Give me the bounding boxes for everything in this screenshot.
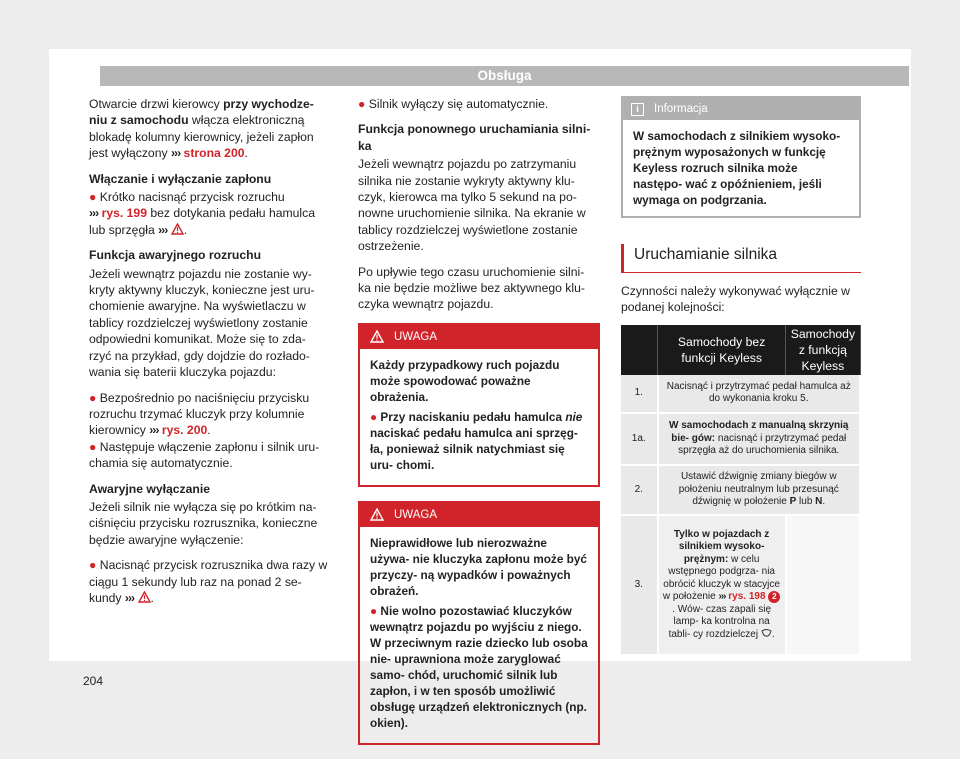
info-box: [621, 96, 861, 218]
bullet-icon: ●: [358, 97, 366, 111]
link-fig-199[interactable]: rys. 199: [98, 206, 147, 221]
steps-table: [621, 325, 861, 656]
warning-triangle-icon: [370, 330, 384, 343]
bullet-icon: ●: [370, 409, 378, 424]
section-intro: Czynności należy wykonywać wyłącznie w podanej kolejności:: [621, 284, 850, 315]
info-header: i Informacja: [623, 98, 859, 120]
table-row: 2. Ustawić dźwignię zmiany biegów w położeniu neutralnym lub przesunąć dźwignię w położenie P lub N.: [621, 465, 860, 515]
info-body: W samochodach z silnikiem wysoko- prężnym wyposażonych w funkcję Keyless rozruch silnika może następo- wać z opóźnieniem, jeśli wymaga on podgrzania.: [633, 129, 841, 207]
paragraph-restart-2: Po upływie tego czasu uruchomienie silni- ka nie będzie możliwe bez aktywnego klu- czyka wewnątrz pojazdu.: [358, 264, 585, 312]
bullet-icon: ●: [89, 190, 97, 205]
heading-emergency-start: Funkcja awaryjnego rozruchu: [89, 248, 262, 263]
heading-restart: Funkcja ponownego uruchamiania silni- ka: [358, 122, 591, 153]
paragraph-restart: Jeżeli wewnątrz pojazdu po zatrzymaniu silnika nie zostanie wykryty aktywny klu- czyk, kierowca ma tylko 5 sekund na po- nowne uruchomienie silnika. Na ekranie w tablicy rozdzielczej wyświetlone zostanie ostrzeżenie.: [358, 157, 586, 254]
link-fig-200[interactable]: rys. 200: [158, 423, 208, 438]
column-3: [621, 96, 861, 656]
table-row: 3. Tylko w pojazdach z silnikiem wysoko- prężnym: w celu wstępnego podgrza- nia obrócić kluczyk w stacyjce w położenie ››› rys. 198 2. Wów- czas zapali się lamp- ka kontrolna na tabli- cy rozdzielczej .: [621, 515, 860, 655]
bullet-icon: ●: [89, 558, 97, 573]
warning-triangle-icon: [370, 508, 384, 521]
paragraph-emergency-start: Jeżeli wewnątrz pojazdu nie zostanie wy- kryty aktywny kluczyk, konieczne jest uru- chomienie awaryjne. Na wyświetlaczu w tablicy rozdzielczej wyświetlony zostanie odpowiedni komunikat. Może się to zda- rzyć na przykład, gdy dojdzie do rozłado- wania się baterii kluczyka pojazdu:: [89, 266, 315, 380]
warning-body: Nieprawidłowe lub nierozważne używa- nie kluczyka zapłonu może być przyczy- ną wypadków i poważnych obrażeń. ● Nie wolno pozostawiać kluczyków wewnątrz pojazdu po wyjściu z niego. W przeciwnym razie dziecko lub osoba nie- uprawniona może zaryglować samo- chód, uruchomić silnik lub zapłon, i w ten sposób umożliwić obsługę urządzeń elektronicznych (np. okien).: [370, 535, 588, 730]
section-title: Uruchamianie silnika: [621, 244, 861, 273]
bullet-key-column: ● Bezpośrednio po naciśnięciu przycisku rozruchu trzymać kluczyk przy kolumnie kierownicy ››› rys. 200. ● Następuje włączenie zapłonu i silnik uru- chamia się automatycznie.: [89, 390, 320, 471]
warning-triangle-icon[interactable]: [171, 223, 184, 235]
warning-triangle-icon[interactable]: [138, 591, 151, 603]
table-header-num: [621, 325, 658, 375]
warning-box-1: [358, 323, 600, 487]
table-row: 1a. W samochodach z manualną skrzynią bie- gów: nacisnąć i przytrzymać pedał sprzęgła aż do uruchomienia silnika.: [621, 413, 860, 465]
callout-badge: 2: [768, 591, 780, 603]
link-fig-198[interactable]: rys. 198: [725, 591, 766, 603]
page-header: Obsługa: [100, 66, 909, 86]
bullet-icon: ●: [370, 603, 378, 618]
paragraph-emergency-off: Jeżeli silnik nie wyłącza się po krótkim na- ciśnięciu przycisku rozrusznika, konieczne będzie awaryjne wyłączenie:: [89, 499, 318, 547]
warning-box-2: [358, 501, 600, 745]
glow-plug-icon: [761, 629, 772, 637]
heading-ignition: Włączanie i wyłączanie zapłonu: [89, 171, 272, 186]
table-header-keyless: Samochody z funkcją Keyless: [786, 325, 860, 375]
manual-page: [49, 49, 911, 730]
bullet-engine-off: ● Silnik wyłączy się automatycznie.: [358, 97, 549, 111]
bullet-ignition: ● Krótko nacisnąć przycisk rozruchu ››› rys. 199 bez dotykania pedału hamulca lub sprzęgła ››› .: [89, 190, 316, 237]
paragraph-steering-lock: Otwarcie drzwi kierowcy przy wychodze- niu z samochodu włącza elektroniczną blokadę kolumny kierownicy, jeżeli zapłon jest wyłączony ››› strona 200.: [89, 97, 314, 161]
table-row: 1. Nacisnąć i przytrzymać pedał hamulca aż do wykonania kroku 5.: [621, 375, 860, 413]
table-header-row: [621, 325, 860, 375]
column-2: [358, 96, 600, 759]
table-header-no-keyless: Samochody bez funkcji Keyless: [658, 325, 786, 375]
bullet-icon: ●: [89, 390, 97, 405]
warning-header: UWAGA: [360, 325, 598, 349]
info-icon: i: [631, 103, 644, 116]
bullet-icon: ●: [89, 439, 97, 454]
column-1: [89, 96, 329, 615]
bullet-press-twice: ● Nacisnąć przycisk rozrusznika dwa razy w ciągu 1 sekundy lub raz na ponad 2 se- kundy ››› .: [89, 558, 328, 605]
heading-emergency-off: Awaryjne wyłączanie: [89, 481, 211, 496]
link-page-200[interactable]: strona 200: [180, 146, 245, 161]
page-number: 204: [83, 674, 104, 688]
warning-header: UWAGA: [360, 503, 598, 527]
warning-body: Każdy przypadkowy ruch pojazdu może spowodować poważne obrażenia. ● Przy naciskaniu pedału hamulca nie naciskać pedału hamulca ani sprzęg- ła, ponieważ silnik natychmiast się uru- chomi.: [370, 357, 583, 472]
